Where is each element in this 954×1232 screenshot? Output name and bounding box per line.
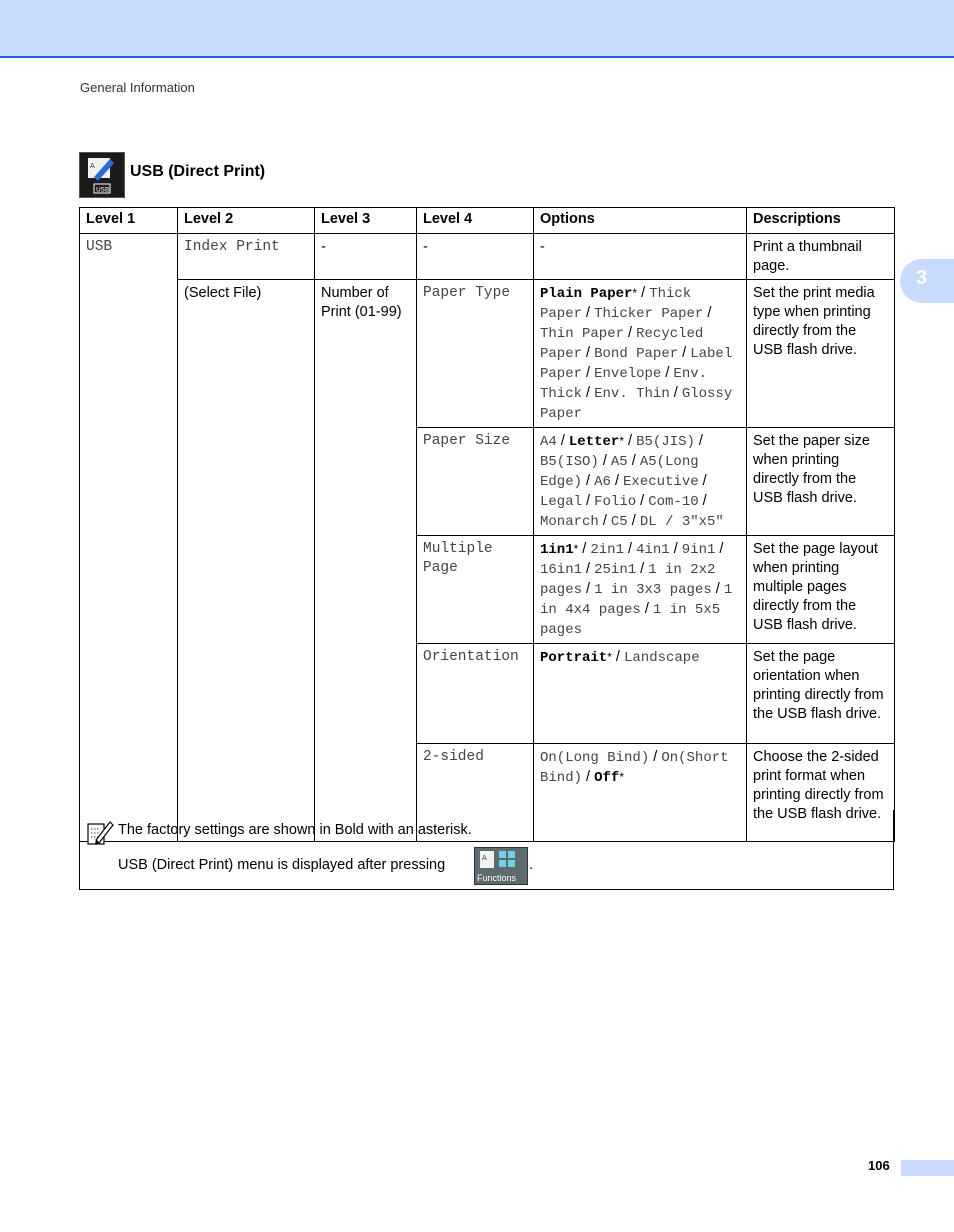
options-cell: -: [534, 234, 747, 280]
description-cell: Choose the 2-sided print format when printing directly from the USB flash drive.: [747, 744, 895, 842]
option-value: A5(Long Edge): [540, 454, 699, 490]
level4-cell: 2-sided: [417, 744, 534, 842]
option-separator: /: [582, 493, 595, 509]
option-value: Recycled Paper: [540, 326, 704, 362]
svg-text:A: A: [90, 162, 95, 170]
option-value: 1in1: [540, 542, 574, 558]
option-value: Off: [594, 770, 620, 786]
options-cell: [534, 644, 747, 744]
option-value: 25in1: [594, 562, 637, 578]
option-separator: /: [624, 433, 637, 449]
option-separator: /: [582, 365, 595, 381]
option-value: On(Long Bind): [540, 750, 650, 766]
option-value: Label Paper: [540, 346, 733, 382]
option-value: 1 in 5x5 pages: [540, 602, 721, 638]
option-value: Env. Thick: [540, 366, 708, 402]
header-level4: Level 4: [417, 208, 534, 234]
chapter-number: 3: [916, 267, 928, 289]
default-asterisk: *: [573, 542, 579, 556]
functions-icon: [474, 847, 528, 885]
option-value: Thicker Paper: [594, 306, 704, 322]
table-row: [80, 234, 895, 280]
option-separator: /: [636, 561, 649, 577]
svg-text:USB: USB: [96, 185, 110, 194]
level4-cell: Multiple Page: [417, 536, 534, 644]
option-value: 1 in 2x2 pages: [540, 562, 716, 598]
level4-cell: Orientation: [417, 644, 534, 744]
option-value: 2in1: [590, 542, 624, 558]
default-asterisk: *: [632, 286, 638, 300]
option-separator: /: [627, 453, 640, 469]
option-separator: /: [582, 305, 595, 321]
header-level3: Level 3: [315, 208, 417, 234]
option-value: Thick Paper: [540, 286, 692, 322]
option-separator: /: [598, 513, 611, 529]
level4-cell: Paper Type: [417, 280, 534, 428]
option-value: A4: [540, 434, 557, 450]
option-value: Executive: [623, 474, 699, 490]
option-value: 1 in 3x3 pages: [594, 582, 712, 598]
option-value: C5: [610, 514, 628, 530]
description-cell: Set the paper size when printing directly from the USB flash drive.: [747, 428, 895, 536]
running-head: General Information: [80, 80, 195, 95]
option-separator: /: [582, 769, 595, 785]
chapter-tab: [900, 259, 954, 303]
option-value: Envelope: [594, 366, 662, 382]
option-separator: /: [698, 493, 707, 509]
option-separator: /: [678, 345, 691, 361]
footer-bar: [901, 1160, 954, 1176]
note-period: .: [529, 857, 534, 873]
note-text-2: USB (Direct Print) menu is displayed after pressing: [118, 857, 446, 873]
option-value: Folio: [594, 494, 637, 510]
level3-cell: Number of Print (01-99): [315, 280, 417, 842]
usb-icon: [79, 152, 125, 198]
note-box: [79, 810, 894, 890]
option-separator: /: [649, 749, 662, 765]
option-separator: /: [578, 541, 591, 557]
option-separator: /: [636, 493, 649, 509]
option-separator: /: [582, 581, 595, 597]
option-separator: /: [623, 541, 637, 557]
option-separator: /: [598, 453, 611, 469]
level2-cell: (Select File): [178, 280, 315, 842]
option-separator: /: [582, 345, 595, 361]
svg-text:A: A: [482, 854, 487, 862]
option-value: Thin Paper: [540, 326, 625, 342]
option-value: Bond Paper: [594, 346, 679, 362]
header-bar: [0, 0, 954, 58]
option-value: On(Short Bind): [540, 750, 729, 786]
option-separator: /: [703, 305, 712, 321]
description-cell: Set the page layout when printing multiple pages directly from the USB flash drive.: [747, 536, 895, 644]
option-value: Landscape: [623, 650, 700, 666]
header-options: Options: [534, 208, 747, 234]
page-number: 106: [868, 1158, 890, 1173]
header-level1: Level 1: [80, 208, 178, 234]
functions-icon-label: Functions: [477, 873, 517, 883]
option-value: 9in1: [681, 542, 716, 558]
option-value: 1 in 4x4 pages: [540, 582, 733, 618]
option-separator: /: [611, 649, 624, 665]
options-cell: [534, 536, 747, 644]
option-separator: /: [610, 473, 624, 489]
option-value: Plain Paper: [540, 286, 633, 302]
option-separator: /: [640, 601, 653, 617]
pencil-note-icon: [86, 818, 114, 846]
option-value: B5(ISO): [540, 454, 599, 470]
option-value: A5: [610, 454, 628, 470]
level2-cell: Index Print: [178, 234, 315, 280]
option-value: Legal: [540, 494, 583, 510]
options-cell: [534, 280, 747, 428]
default-asterisk: *: [607, 650, 612, 664]
option-separator: /: [698, 473, 707, 489]
option-separator: /: [556, 433, 569, 449]
option-separator: /: [637, 285, 650, 301]
option-separator: /: [624, 325, 637, 341]
option-value: B5(JIS): [636, 434, 695, 450]
option-separator: /: [715, 541, 724, 557]
option-value: Env. Thin: [594, 386, 670, 402]
option-separator: /: [582, 385, 595, 401]
option-value: Glossy Paper: [540, 386, 733, 422]
level4-cell: -: [417, 234, 534, 280]
option-value: DL / 3"x5": [639, 514, 724, 530]
table-row: [80, 280, 895, 428]
option-separator: /: [582, 473, 595, 489]
option-value: Monarch: [540, 514, 599, 530]
option-separator: /: [669, 541, 682, 557]
description-cell: Set the print media type when printing directly from the USB flash drive.: [747, 280, 895, 428]
description-cell: Print a thumbnail page.: [747, 234, 895, 280]
option-value: Portrait: [540, 650, 608, 666]
options-cell: [534, 428, 747, 536]
level3-cell: -: [315, 234, 417, 280]
default-asterisk: *: [619, 434, 624, 448]
option-value: 4in1: [636, 542, 670, 558]
option-value: Letter: [568, 434, 620, 450]
option-separator: /: [694, 433, 703, 449]
header-descriptions: Descriptions: [747, 208, 895, 234]
option-value: A6: [594, 474, 611, 490]
section-title: USB (Direct Print): [130, 163, 266, 180]
note-text-1: The factory settings are shown in Bold with an asterisk.: [118, 822, 472, 838]
option-separator: /: [669, 385, 682, 401]
option-value: Com-10: [648, 494, 699, 510]
table-header-row: [80, 208, 895, 234]
level4-cell: Paper Size: [417, 428, 534, 536]
level1-cell: USB: [80, 234, 178, 842]
option-separator: /: [661, 365, 674, 381]
option-separator: /: [711, 581, 724, 597]
default-asterisk: *: [619, 770, 624, 784]
option-separator: /: [582, 561, 595, 577]
option-separator: /: [627, 513, 640, 529]
description-cell: Set the page orientation when printing directly from the USB flash drive.: [747, 644, 895, 744]
header-level2: Level 2: [178, 208, 315, 234]
menu-table: [79, 207, 895, 842]
option-value: 16in1: [540, 562, 583, 578]
